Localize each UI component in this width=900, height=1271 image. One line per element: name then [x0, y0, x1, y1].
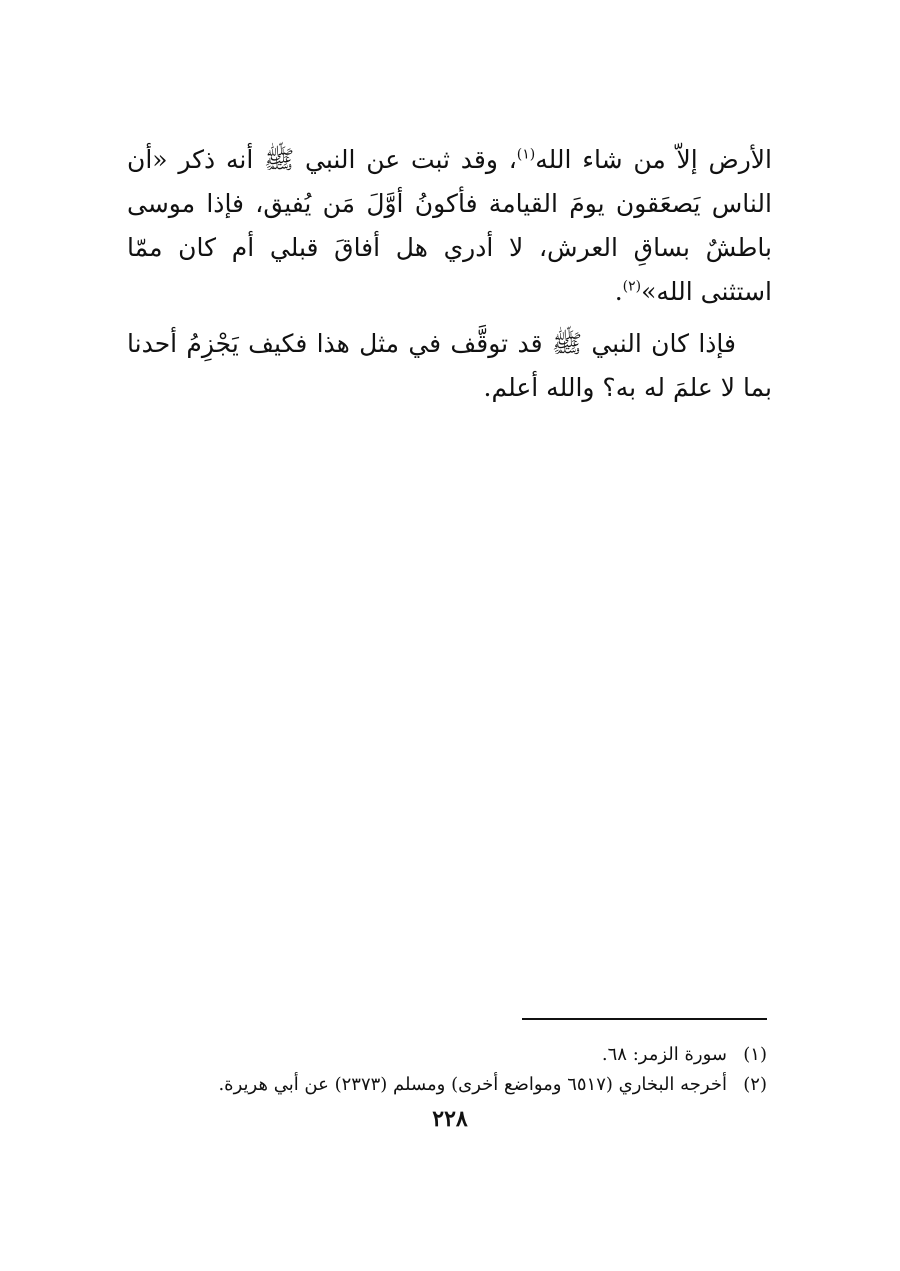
- footnote-ref-1: (١): [516, 146, 536, 163]
- paragraph-1-part-3: .: [614, 277, 623, 306]
- paragraph-1-part-1: الأرض إلاّ من شاء الله: [535, 145, 772, 174]
- page-number: ٢٢٨: [432, 1106, 468, 1132]
- footnote-2-text: أخرجه البخاري (٦٥١٧ ومواضع أخرى) ومسلم (٢٣٧٣) عن أبي هريرة.: [218, 1074, 727, 1095]
- footnote-1-number: (١): [743, 1044, 767, 1065]
- footnote-ref-2: (٢): [622, 278, 642, 295]
- footnote-1-text: سورة الزمر: ٦٨.: [601, 1044, 727, 1065]
- paragraph-1: [127, 138, 772, 314]
- main-text: [127, 138, 772, 410]
- footnote-separator: [522, 1018, 767, 1020]
- footnote-1: [127, 1040, 767, 1070]
- footnote-2-number: (٢): [743, 1074, 767, 1095]
- paragraph-1-part-2: ، وقد ثبت عن النبي ﷺ أنه ذكر «أن الناس يَصعَقون يومَ القيامة فأكونُ أوَّلَ مَن يُفيق، فإذا موسى باطشٌ بساقِ العرش، لا أدري هل أفاقَ قبلي أم كان ممّا استثنى الله»: [127, 145, 772, 306]
- paragraph-2: فإذا كان النبي ﷺ قد توقَّف في مثل هذا فكيف يَجْزِمُ أحدنا بما لا علمَ له به؟ والله أعلم.: [127, 329, 772, 402]
- footnote-2: [127, 1070, 767, 1100]
- footnotes: [127, 1040, 767, 1100]
